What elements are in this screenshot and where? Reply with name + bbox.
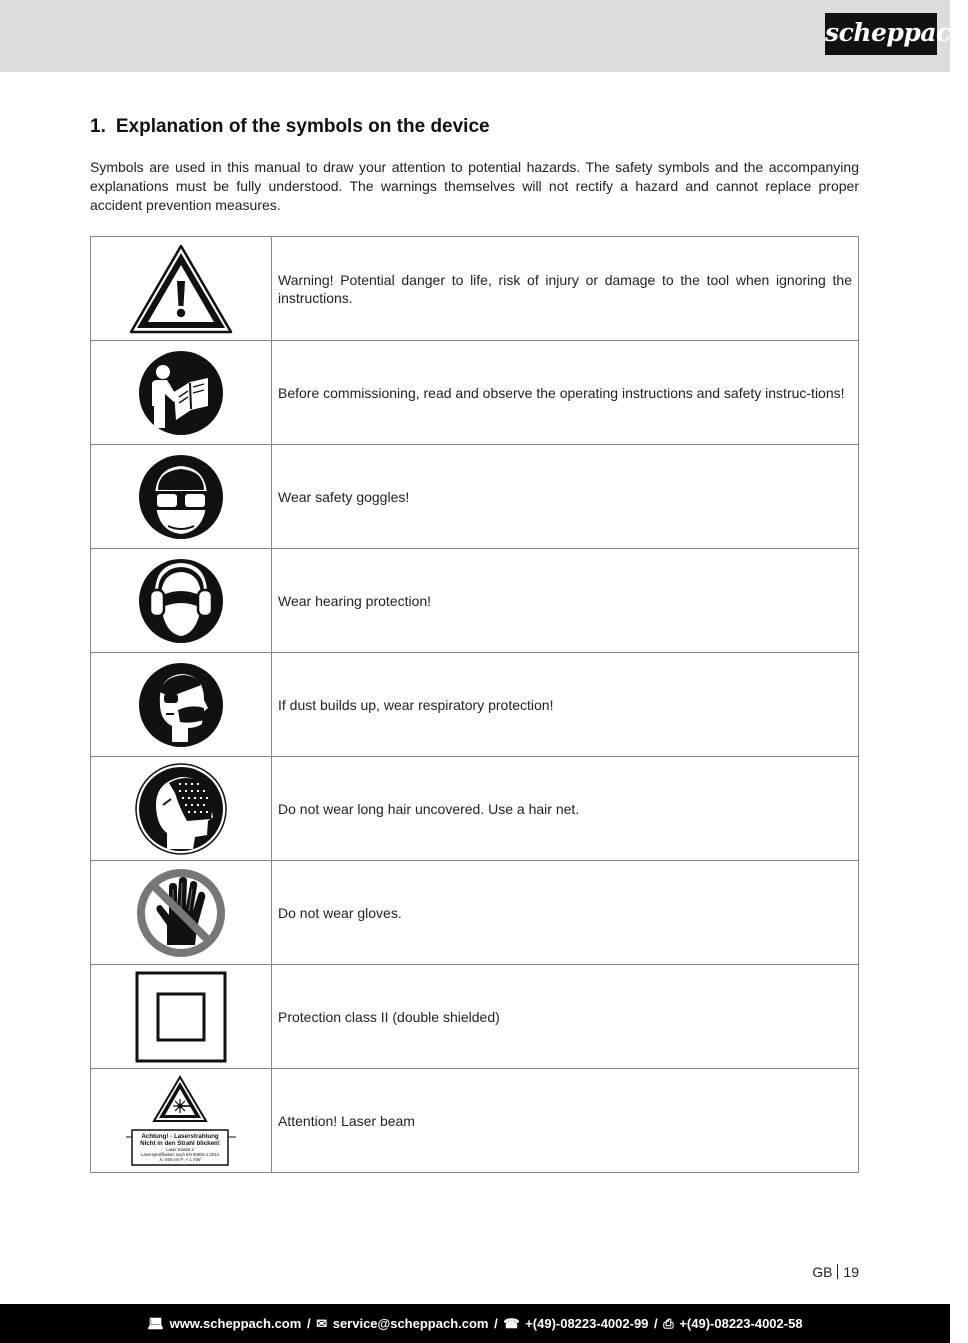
footer-separator: / [306, 1316, 311, 1331]
table-row [91, 445, 859, 549]
protection-class-ii-icon [135, 971, 227, 1063]
no-gloves-icon [135, 867, 227, 959]
mail-icon: ✉︎ [316, 1316, 328, 1331]
footer-separator: / [654, 1316, 658, 1331]
icon-cell [91, 861, 272, 965]
icon-cell [91, 341, 272, 445]
respiratory-protection-icon [138, 662, 224, 748]
page-number-divider [837, 1264, 838, 1279]
symbol-description: Warning! Potential danger to life, risk of injury or damage to the tool when ignoring the instructions. [272, 237, 859, 341]
warning-triangle-icon [128, 243, 234, 335]
footer-fax: +(49)-08223-4002-58 [679, 1316, 803, 1331]
intro-paragraph: Symbols are used in this manual to draw your attention to potential hazards. The safety symbols and the accompanying explanations must be fully understood. The warnings themselves will not rectify a hazard and cannot replace proper accident prevention measures. [90, 159, 859, 213]
laser-label-line: λ= 650 nm P₀ < 1 mW [159, 1156, 201, 1162]
icon-cell [91, 237, 272, 341]
table-row [91, 757, 859, 861]
footer-email[interactable]: service@scheppach.com [332, 1316, 489, 1331]
page-language: GB [812, 1264, 833, 1280]
footer-bar [0, 1304, 950, 1343]
symbol-description: Before commissioning, read and observe the operating instructions and safety instruc-tions! [272, 341, 859, 445]
laser-label-line: Laser Klasse 2 [166, 1146, 194, 1152]
safety-goggles-icon [138, 454, 224, 540]
table-row [91, 549, 859, 653]
table-row [91, 237, 859, 341]
symbol-description: Protection class II (double shielded) [272, 965, 859, 1069]
computer-icon: 💻︎ [147, 1316, 164, 1331]
section-number: 1. [90, 116, 106, 137]
footer-website[interactable]: www.scheppach.com [169, 1316, 302, 1331]
icon-cell [91, 757, 272, 861]
symbol-description: Wear safety goggles! [272, 445, 859, 549]
laser-label-line: Laserspezifikation nach EN 60825-1:2014 [141, 1151, 219, 1157]
fax-icon: ⎙ [663, 1316, 674, 1331]
symbol-description: Attention! Laser beam [272, 1069, 859, 1173]
page-number-value: 19 [843, 1264, 859, 1280]
phone-icon: ☎ [503, 1316, 520, 1331]
symbol-description: Wear hearing protection! [272, 549, 859, 653]
symbol-description: Do not wear gloves. [272, 861, 859, 965]
symbol-table [90, 236, 859, 1173]
table-row [91, 1069, 859, 1173]
hair-net-icon [135, 763, 227, 855]
brand-logo: scheppach [825, 13, 937, 55]
laser-label-line: Nicht in den Strahl blicken! [140, 1139, 220, 1147]
section-title-text: Explanation of the symbols on the device [115, 116, 490, 137]
icon-cell [91, 653, 272, 757]
icon-cell [91, 965, 272, 1069]
laser-warning-icon [126, 1075, 236, 1167]
section-title [90, 116, 490, 138]
icon-cell [91, 1069, 272, 1173]
table-row [91, 341, 859, 445]
read-manual-icon [138, 350, 224, 436]
header-band [0, 0, 950, 72]
page-number [812, 1264, 859, 1280]
footer-separator: / [494, 1316, 498, 1331]
symbol-description: Do not wear long hair uncovered. Use a hair net. [272, 757, 859, 861]
table-row [91, 653, 859, 757]
symbol-description: If dust builds up, wear respiratory protection! [272, 653, 859, 757]
hearing-protection-icon [138, 558, 224, 644]
laser-label-line: Achtung! - Laserstrahlung [141, 1132, 219, 1140]
table-row [91, 965, 859, 1069]
icon-cell [91, 549, 272, 653]
icon-cell [91, 445, 272, 549]
footer-phone: +(49)-08223-4002-99 [525, 1316, 649, 1331]
table-row [91, 861, 859, 965]
